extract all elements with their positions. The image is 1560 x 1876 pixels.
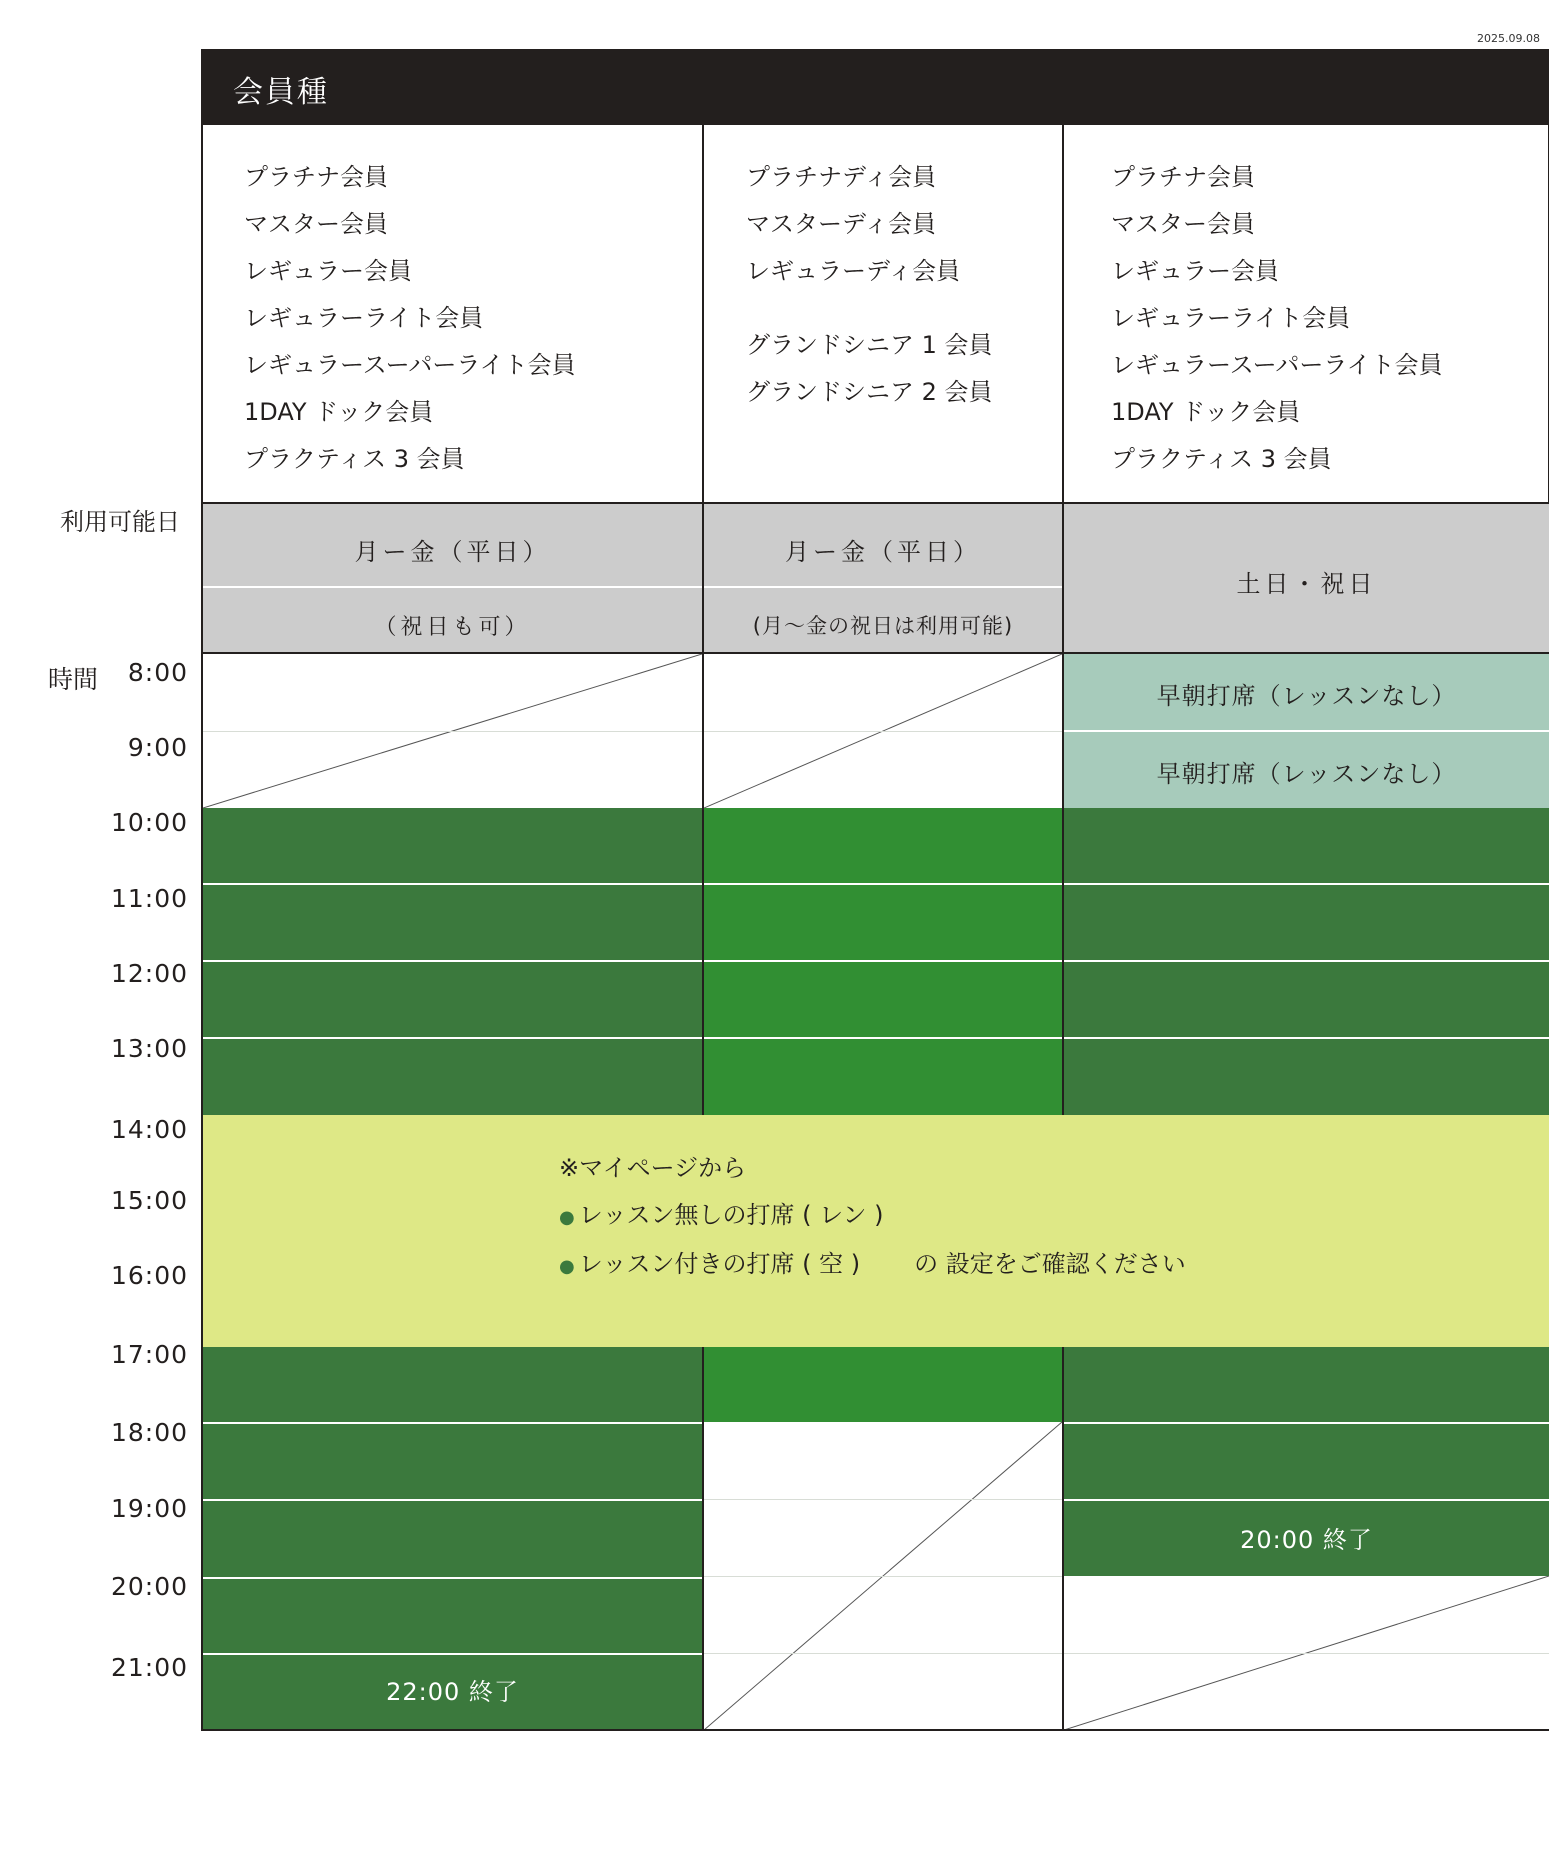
time-label: 14:00 [110, 1115, 188, 1144]
time-label: 10:00 [110, 808, 188, 837]
member-list-col3 [1111, 154, 1443, 483]
availability-col2 [704, 502, 1062, 654]
availability-split [203, 586, 702, 588]
bullet-icon: ● [559, 1256, 575, 1277]
availability-main: 月ー金（平日） [354, 538, 551, 566]
available-slot-col3-morning [1064, 808, 1549, 1115]
header-title: 会員種 [233, 75, 329, 110]
bullet-icon: ● [559, 1207, 575, 1228]
availability-main: 土日・祝日 [1236, 570, 1377, 598]
schedule-grid [201, 654, 1549, 1730]
member-item: レギュラー会員 [244, 257, 412, 285]
availability-main: 月ー金（平日） [785, 538, 981, 566]
time-label: 21:00 [110, 1653, 188, 1682]
availability-col1 [203, 502, 702, 654]
early-slot-label: 早朝打席（レッスンなし） [1156, 682, 1457, 710]
member-item: プラチナ会員 [1111, 163, 1255, 191]
available-slot-col1-morning [203, 808, 702, 1115]
available-slot-col2-evening [704, 1347, 1062, 1422]
end-time-label-col3: 20:00 終了 [1240, 1526, 1373, 1554]
time-label-heading: 時間 [48, 665, 99, 694]
member-item: レギュラースーパーライト会員 [244, 351, 576, 379]
availability-split [704, 586, 1062, 588]
notice-line-3: ● レッスン付きの打席 ( 空 ) の 設定をご確認ください [559, 1250, 1186, 1278]
available-slot-col1-evening [203, 1347, 702, 1730]
availability-sub: （祝日も可） [374, 615, 531, 640]
member-item: プラチナディ会員 [746, 163, 937, 191]
header-bar [201, 49, 1549, 125]
time-label: 12:00 [110, 959, 188, 988]
member-item: レギュラーディ会員 [746, 257, 961, 285]
notice-line-1: ※マイページから [559, 1154, 747, 1182]
member-item: 1DAY ドック会員 [1111, 398, 1301, 426]
time-label: 9:00 [127, 733, 188, 762]
early-slot [1064, 654, 1549, 731]
time-label: 18:00 [110, 1418, 188, 1447]
notice-band [203, 1115, 1549, 1347]
time-label: 13:00 [110, 1034, 188, 1063]
member-item: マスター会員 [244, 210, 388, 238]
early-slot-label: 早朝打席（レッスンなし） [1156, 760, 1457, 788]
early-slot [1064, 732, 1549, 808]
availability-label: 利用可能日 [60, 508, 180, 536]
member-item: グランドシニア 2 会員 [746, 378, 993, 406]
end-time-label-col1: 22:00 終了 [386, 1678, 519, 1706]
availability-sub: (月～金の祝日は利用可能) [752, 614, 1014, 638]
member-item: マスター会員 [1111, 210, 1255, 238]
unavailable-slot [704, 654, 1062, 808]
member-item: プラクティス 3 会員 [1111, 445, 1332, 473]
member-list-col2 [746, 154, 993, 416]
time-label: 16:00 [110, 1261, 188, 1290]
unavailable-slot [704, 1422, 1062, 1730]
time-label: 20:00 [110, 1572, 188, 1601]
time-label: 15:00 [110, 1186, 188, 1215]
table-bottom-border [201, 1729, 1549, 1731]
available-slot-col2-morning [704, 808, 1062, 1115]
member-item: グランドシニア 1 会員 [746, 331, 993, 359]
availability-col3 [1064, 502, 1549, 654]
time-label: 17:00 [110, 1340, 188, 1369]
member-item: マスターディ会員 [746, 210, 937, 238]
member-item: レギュラースーパーライト会員 [1111, 351, 1443, 379]
unavailable-slot [203, 654, 702, 808]
member-item: レギュラー会員 [1111, 257, 1279, 285]
member-item: 1DAY ドック会員 [244, 398, 434, 426]
member-list-col1 [244, 154, 576, 483]
available-slot-col3-evening [1064, 1347, 1549, 1576]
member-item: レギュラーライト会員 [1111, 304, 1351, 332]
time-label: 11:00 [110, 884, 188, 913]
notice-text [559, 1145, 1186, 1290]
member-item: レギュラーライト会員 [244, 304, 484, 332]
time-label: 8:00 [127, 658, 188, 687]
unavailable-slot [1064, 1576, 1549, 1730]
document-date: 2025.09.08 [1477, 32, 1540, 45]
member-item: プラチナ会員 [244, 163, 388, 191]
member-item: プラクティス 3 会員 [244, 445, 465, 473]
notice-line-2: ● レッスン無しの打席 ( レン ) [559, 1201, 884, 1229]
time-label: 19:00 [110, 1494, 188, 1523]
